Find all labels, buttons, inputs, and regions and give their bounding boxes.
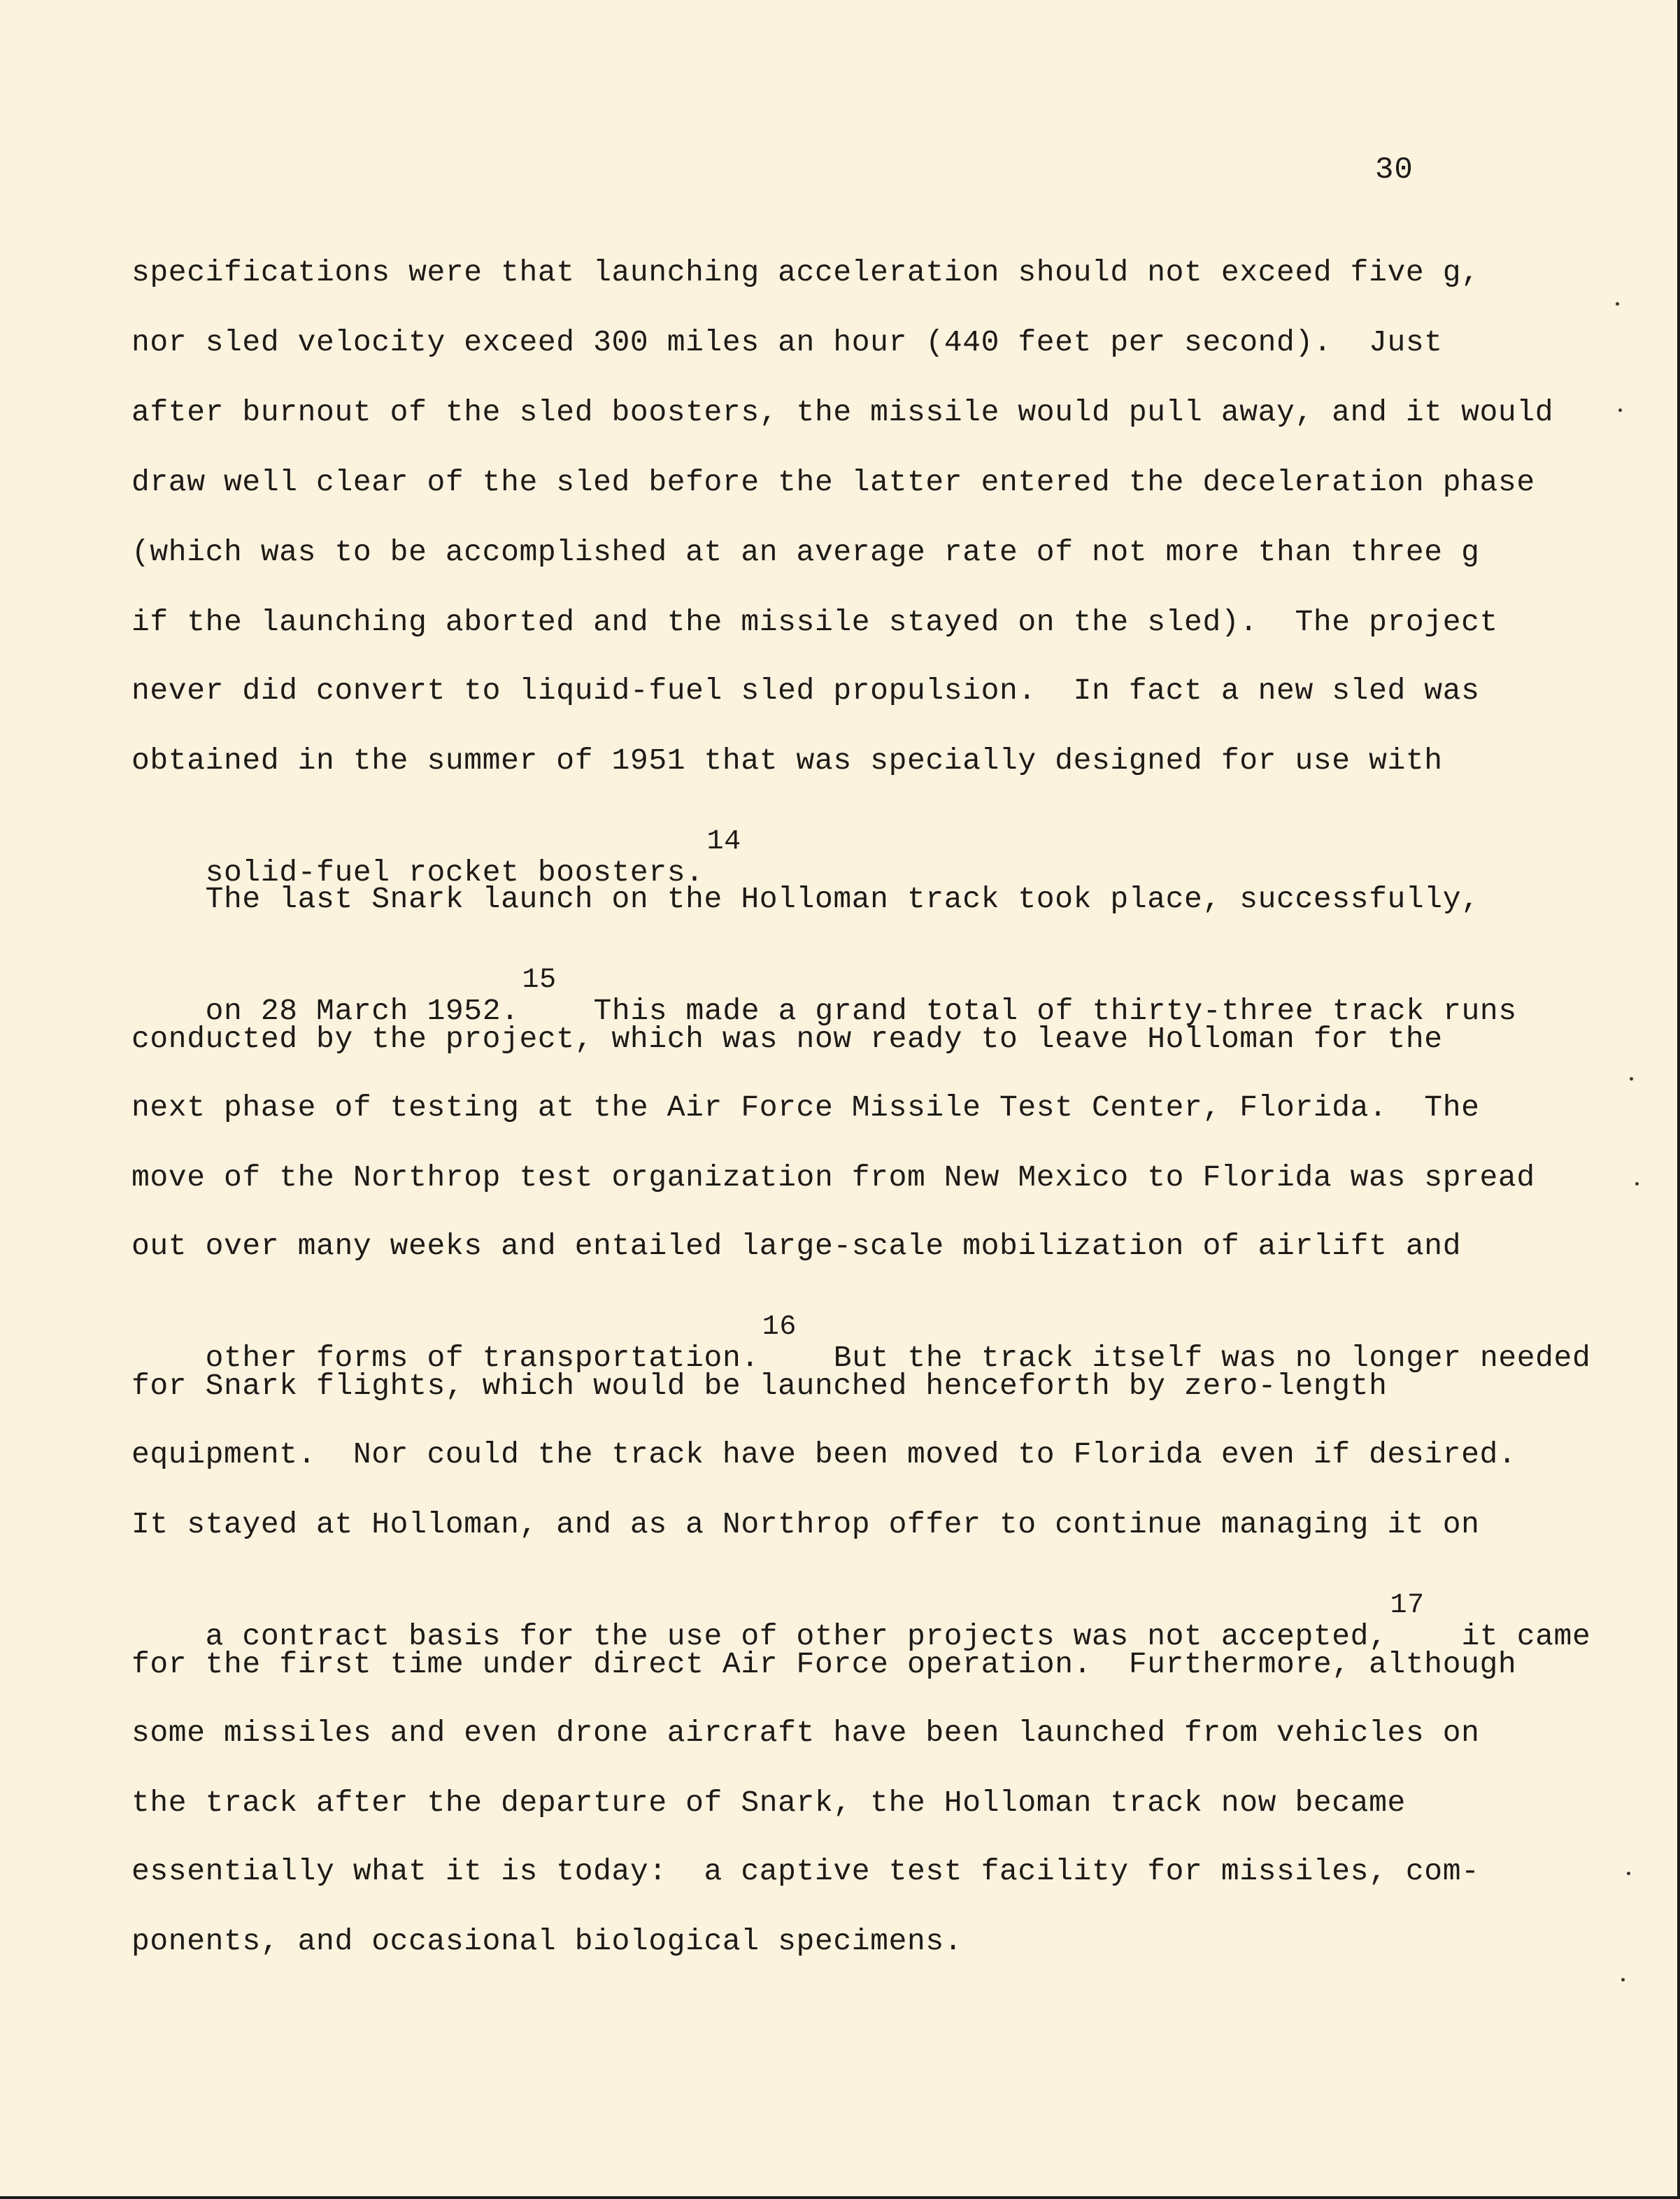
text-line: equipment. Nor could the track have been moved to Florida even if desired. [131,1437,1517,1472]
text-line: draw well clear of the sled before the latter entered the deceleration phase [131,465,1535,499]
text-line: It stayed at Holloman, and as a Northrop offer to continue managing it on [131,1507,1480,1542]
text-line: (which was to be accomplished at an average rate of not more than three g [131,535,1480,569]
text-line: specifications were that launching acceleration should not exceed five g, [131,255,1480,290]
page-number: 30 [1375,152,1414,187]
line-text: on 28 March 1952. [205,994,520,1028]
text-line: out over many weeks and entailed large-scale mobilization of airlift and [131,1229,1462,1263]
scan-speck [1630,1077,1633,1081]
text-line: ponents, and occasional biological specimens. [131,1924,963,1958]
line-text: other forms of transportation. [205,1341,760,1375]
scan-speck [1635,1182,1639,1186]
text-line: next phase of testing at the Air Force Missile Test Center, Florida. The [131,1090,1480,1125]
text-line: for Snark flights, which would be launched henceforth by zero-length [131,1369,1388,1403]
text-line: for the first time under direct Air Force operation. Furthermore, although [131,1647,1517,1681]
text-line: obtained in the summer of 1951 that was specially designed for use with [131,743,1443,778]
scan-speck [1618,408,1622,412]
paragraph-start-line: The last Snark launch on the Holloman track took place, successfully, [131,882,1480,916]
footnote-marker-16: 16 [762,1311,797,1343]
text-line: if the launching aborted and the missile stayed on the sled). The project [131,605,1498,639]
text-line: after burnout of the sled boosters, the missile would pull away, and it would [131,395,1554,429]
text-line: some missiles and even drone aircraft have been launched from vehicles on [131,1716,1480,1750]
text-line: essentially what it is today: a captive test facility for missiles, com- [131,1854,1480,1888]
footnote-marker-14: 14 [706,826,741,857]
line-text-continued: This made a grand total of thirty-three track runs [556,994,1517,1028]
scan-edge-right [1677,0,1680,2199]
line-text-continued: it came [1424,1619,1591,1653]
line-text-continued: But the track itself was no longer needed [796,1341,1591,1375]
line-text: a contract basis for the use of other projects was not accepted, [205,1619,1388,1653]
scan-speck [1621,1978,1625,1981]
footnote-marker-15: 15 [522,965,557,996]
text-line: the track after the departure of Snark, the Holloman track now became [131,1786,1406,1820]
scan-speck [1616,302,1619,306]
text-line: never did convert to liquid-fuel sled propulsion. In fact a new sled was [131,674,1480,708]
text-line: nor sled velocity exceed 300 miles an hour (440 feet per second). Just [131,325,1443,360]
scan-speck [1627,1872,1630,1875]
footnote-marker-17: 17 [1390,1590,1425,1621]
line-text: solid-fuel rocket boosters. [205,855,704,890]
scan-edge-bottom [0,2196,1680,2199]
text-line: move of the Northrop test organization from New Mexico to Florida was spread [131,1160,1535,1195]
text-line: conducted by the project, which was now ready to leave Holloman for the [131,1022,1443,1056]
